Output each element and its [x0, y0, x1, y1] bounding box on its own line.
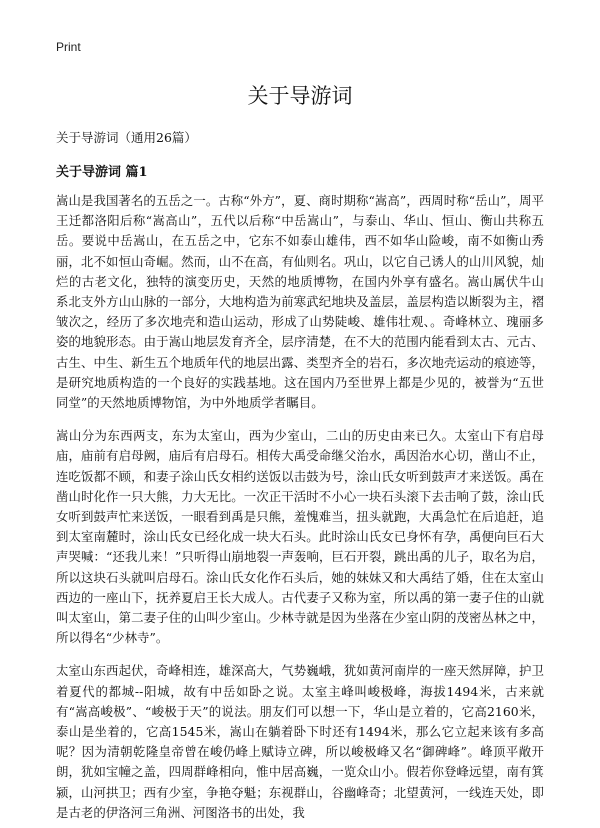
section-heading: 关于导游词 篇1	[56, 165, 148, 180]
paragraph-3: 太室山东西起伏，奇峰相连，雄深高大，气势巍峨，犹如黄河南岸的一座天然屏障，护卫着夏代的都城--阳城，故有中岳如卧之说。太室主峰叫峻极峰，海拔1494米，古来就有“嵩高峻极”、“峻极于天”的说法。朋友们可以想一下，华山是立着的，它高2160米，泰山是坐着的，它高1545米，嵩山在躺着卧下时还有1494米，那么它立起来该有多高呢？因为清朝乾隆皇帝曾在峻仍峰上赋诗立碑，所以峻极峰又名“御碑峰”。峰顶平敞开朗，犹如宝幢之盖，四周群峰相向，惟中居高巍，一览众山小。假若你登峰远望，南有箕颍，山河拱卫；西有少室，争艳夺魁；东视群山，谷幽峰奇；北望黄河，一线连天处，即是古老的伊洛河三角洲、河图洛书的出处，我	[56, 663, 544, 820]
document-title: 关于导游词	[247, 84, 353, 108]
paragraph-2: 嵩山分为东西两支，东为太室山，西为少室山，二山的历史由来已久。太室山下有启母庙，庙前有启母阙，庙后有启母石。相传大禹受命继父治水，禹因治水心切，凿山不止，连吃饭都不顾，和妻子涂山氏女相约送饭以击鼓为号，涂山氏女听到鼓声才来送饭。禹在凿山时化作一只大熊，力大无比。一次正干活时不小心一块石头滚下去击响了鼓，涂山氏女听到鼓声忙来送饭，一眼看到禹是只熊，羞愧难当，扭头就跑，大禹急忙在后追赶，追到太室南麓时，涂山氏女已经化成一块大石头。此时涂山氏女已身怀有孕，禹便向巨石大声哭喊：“还我儿来！”只听得山崩地裂一声轰响，巨石开裂，跳出禹的儿子，取名为启，所以这块石头就叫启母石。涂山氏女化作石头后，她的妹妹又和大禹结了婚，住在太室山西边的一座山下，抚养夏启王长大成人。古代妻子又称为室，所以禹的第一妻子住的山就叫太室山，第二妻子住的山叫少室山。少林寺就是因为坐落在少室山阴的茂密丛林之中，所以得名“少林寺”。	[56, 428, 544, 646]
print-link[interactable]: Print	[56, 40, 81, 54]
paragraph-1: 嵩山是我国著名的五岳之一。古称“外方”，夏、商时期称“嵩高”，西周时称“岳山”，周平王迁都洛阳后称“嵩高山”，五代以后称“中岳嵩山”，与泰山、华山、恒山、衡山共称五岳。要说中岳嵩山，在五岳之中，它东不如泰山雄伟，西不如华山险峻，南不如衡山秀丽，北不如恒山奇崛。然而，山不在高，有仙则名。巩山，以它自己诱人的山川风貌，灿烂的古老文化，独特的演变历史，天然的地质博物，在国内外享有盛名。嵩山属伏牛山 系北支外方山山脉的一部分，大地构造为前寒武纪地块及盖层，盖层构造以断裂为主，褶皱次之，经历了多次地壳和造山运动，形成了山势陡峻、雄伟壮观、。奇峰林立、瑰丽多姿的地貌形态。由于嵩山地层发育齐全，层序清楚，在不大的范围内能看到太古、元古、古生、中生、新生五个地质年代的地层出露、类型齐全的岩石，多次地壳运动的痕迹等，是研究地质构造的一个良好的实践基地。这在国内乃至世界上都是少见的，被誉为“五世同堂”的天然地质博物馆，为中外地质学者瞩目。	[56, 193, 544, 411]
document-subtitle: 关于导游词（通用26篇）	[56, 130, 197, 145]
